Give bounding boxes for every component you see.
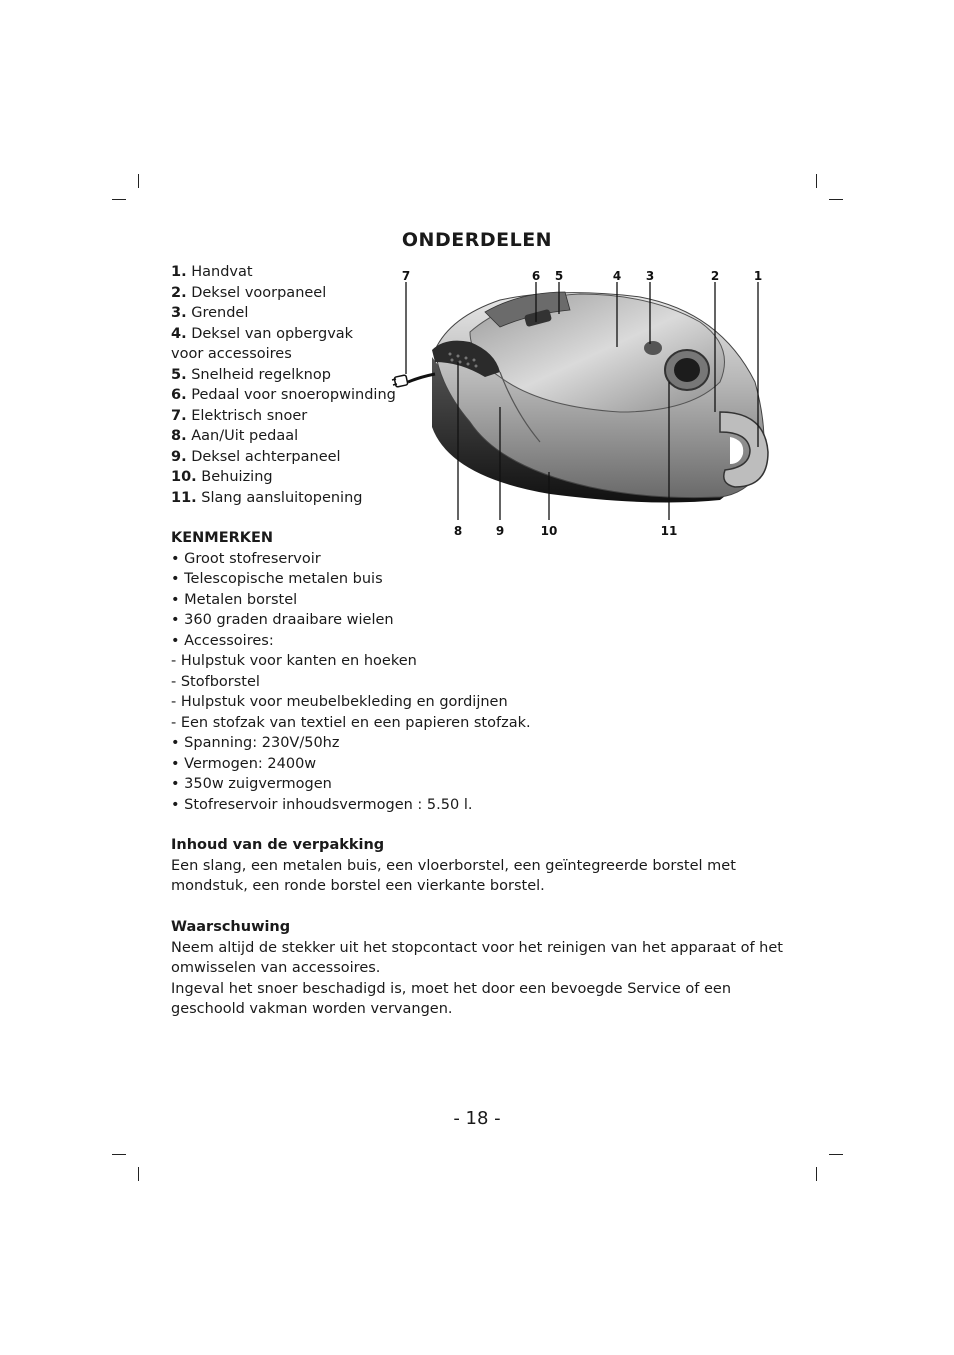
electric-cord [408, 374, 435, 382]
crop-mark [829, 199, 843, 200]
list-item: • Metalen borstel [171, 591, 298, 608]
vacuum-cleaner-diagram [390, 262, 790, 547]
list-item: 10. Behuizing [171, 469, 273, 485]
callout-label-11: 11 [660, 524, 678, 538]
callout-label-6: 6 [531, 269, 541, 283]
crop-mark [816, 174, 817, 188]
crop-mark [112, 1154, 126, 1155]
crop-mark [816, 1167, 817, 1181]
crop-mark [138, 174, 139, 188]
parts-list [171, 262, 401, 508]
callout-label-3: 3 [645, 269, 655, 283]
list-item: • Telescopische metalen buis [171, 571, 383, 587]
list-item: • Stofreservoir inhoudsvermogen : 5.50 l. [171, 796, 473, 813]
list-item: 2. Deksel voorpaneel [171, 284, 327, 301]
crop-mark [829, 1154, 843, 1155]
list-item: • 350w zuigvermogen [171, 776, 332, 792]
page-title: ONDERDELEN [401, 229, 553, 251]
warning-text-2: Ingeval het snoer beschadigd is, moet het door een bevoegde Service of een geschoold vakman worden vervangen. [171, 980, 732, 1017]
callout-label-7: 7 [401, 269, 411, 283]
features-heading: KENMERKEN [171, 530, 274, 546]
list-item: 11. Slang aansluitopening [171, 489, 363, 506]
list-item: 6. Pedaal voor snoeropwinding [171, 387, 396, 403]
list-item: 8. Aan/Uit pedaal [171, 428, 299, 444]
callout-label-8: 8 [453, 524, 463, 538]
features-section [171, 528, 531, 815]
package-heading: Inhoud van de verpakking [171, 837, 385, 853]
list-item: 5. Snelheid regelknop [171, 366, 331, 383]
list-item: 7. Elektrisch snoer [171, 407, 308, 424]
list-item: 1. Handvat [171, 264, 253, 280]
list-item: • Spanning: 230V/50hz [171, 735, 340, 751]
list-item: • Accessoires: [171, 632, 274, 649]
list-item: 3. Grendel [171, 305, 249, 321]
list-item: • 360 graden draaibare wielen [171, 612, 394, 628]
callout-label-9: 9 [495, 524, 505, 538]
package-section [171, 835, 791, 897]
latch [644, 341, 662, 355]
page-number: - 18 - [453, 1108, 501, 1129]
crop-mark [112, 199, 126, 200]
list-item: - Een stofzak van textiel en een papieren stofzak. [171, 714, 531, 731]
plug [394, 375, 408, 387]
list-item: - Hulpstuk voor meubelbekleding en gordijnen [171, 694, 508, 710]
list-item: 9. Deksel achterpaneel [171, 448, 341, 465]
list-item: 4. Deksel van opbergvak [171, 325, 354, 342]
list-item: - Hulpstuk voor kanten en hoeken [171, 653, 417, 669]
callout-label-5: 5 [554, 269, 564, 283]
callout-label-1: 1 [753, 269, 763, 283]
callout-label-2: 2 [710, 269, 720, 283]
list-item: - Stofborstel [171, 673, 260, 690]
callout-label-4: 4 [612, 269, 622, 283]
warning-text-1: Neem altijd de stekker uit het stopcontact voor het reinigen van het apparaat of het omwisselen van accessoires. [171, 939, 783, 976]
warning-heading: Waarschuwing [171, 919, 291, 935]
warning-section [171, 917, 791, 1020]
list-item-continuation: voor accessoires [171, 346, 292, 362]
list-item: • Vermogen: 2400w [171, 755, 317, 772]
list-item: • Groot stofreservoir [171, 550, 321, 567]
package-text: Een slang, een metalen buis, een vloerborstel, een geïntegreerde borstel met mondstuk, een ronde borstel een vierkante borstel. [171, 857, 736, 894]
callout-label-10: 10 [540, 524, 558, 538]
crop-mark [138, 1167, 139, 1181]
